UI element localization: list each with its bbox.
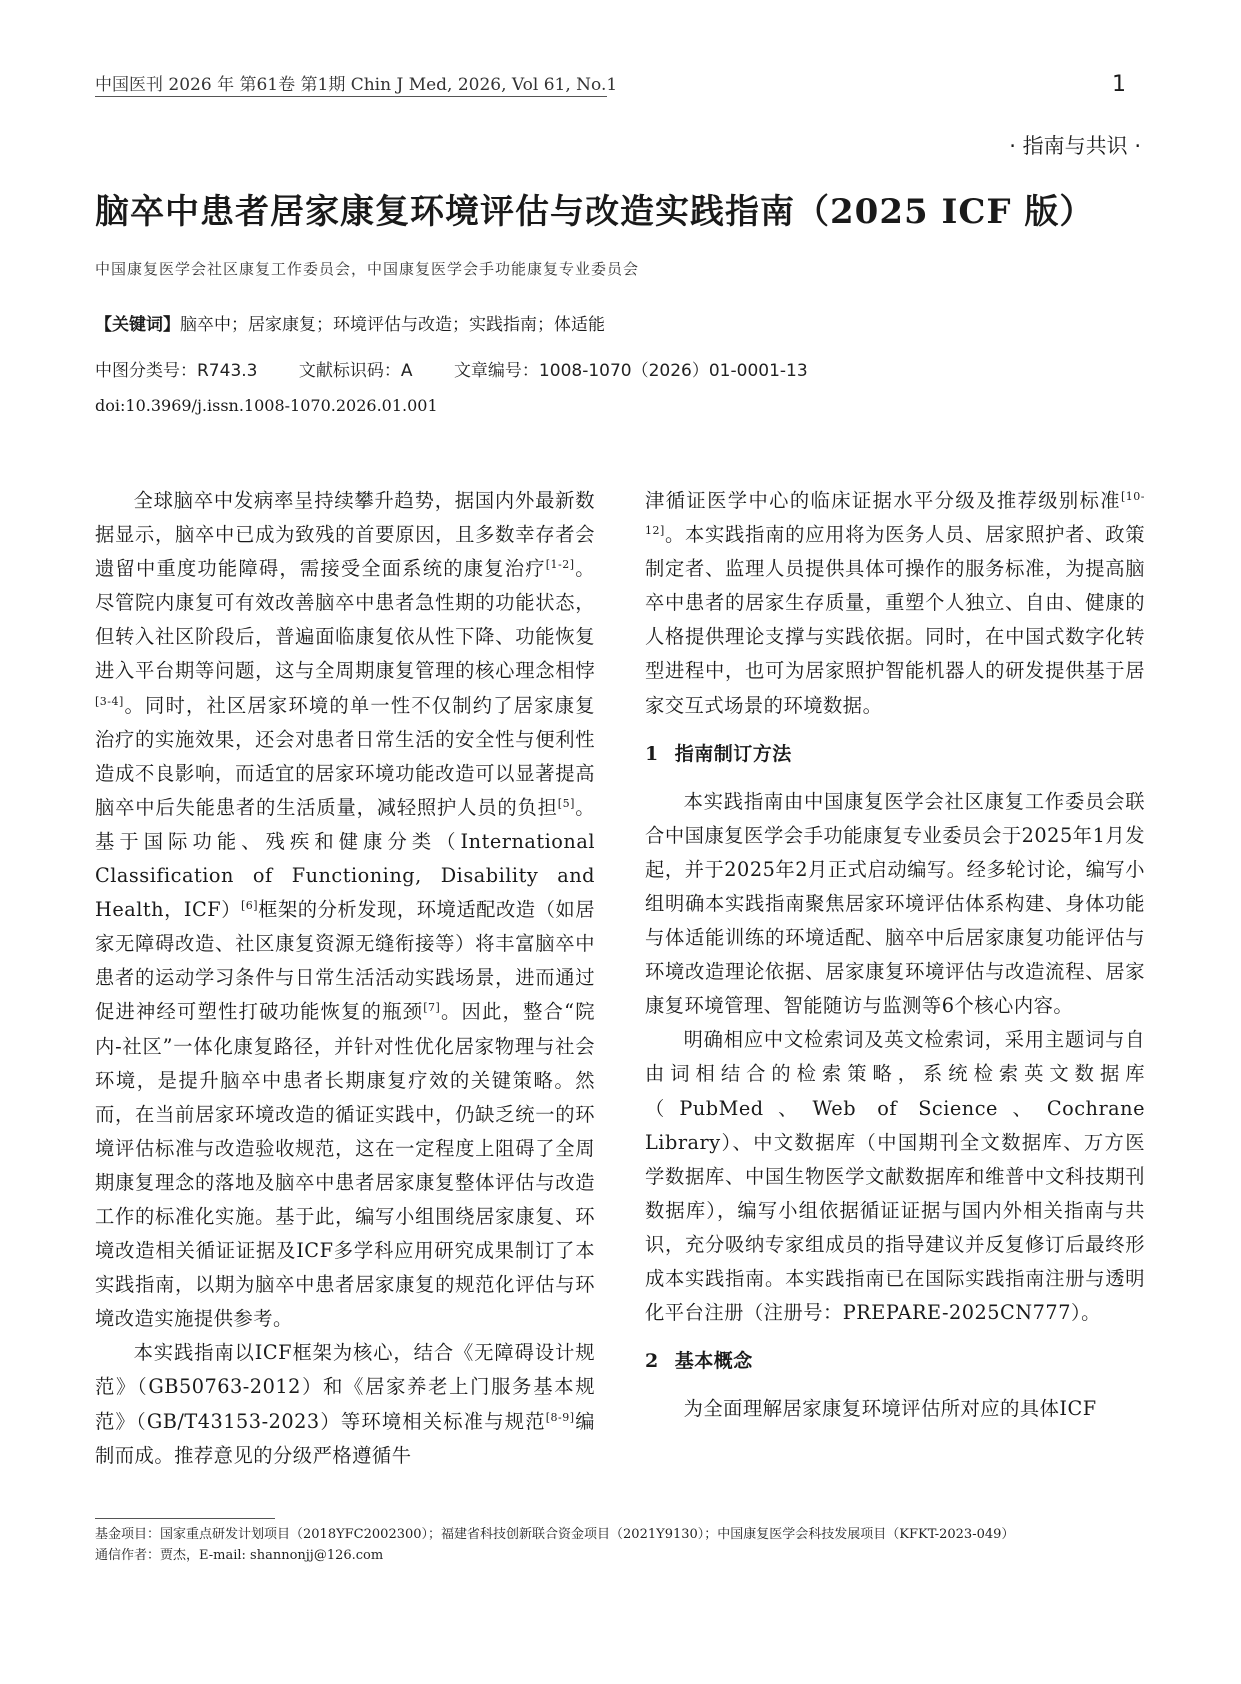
citation: [7] <box>423 1001 441 1015</box>
header-rule <box>95 96 607 97</box>
concepts-paragraph-1: 为全面理解居家康复环境评估所对应的具体ICF <box>683 1397 1097 1421</box>
citation: [1-2] <box>545 558 575 572</box>
citation: [3-4] <box>95 694 124 708</box>
section-number: 2 <box>645 1350 659 1373</box>
text-run: 。因此，整合“院内-社区”一体化康复路径，并针对性优化居家物理与社会环境，是提升脑卒中患者长期康复疗效的关键策略。然而，在当前居家环境改造的循证实践中，仍缺乏统一的环境评估标准与改造验收规范，这在一定程度上阻碍了全周期康复理念的落地及脑卒中患者居家康复整体评估与改造工作的标准化实施。基于此，编写小组围绕居家康复、环境改造相关循证证据及ICF多学科应用研究成果制订了本实践指南，以期为脑卒中患者居家康复的规范化评估与环境改造实施提供参考。 <box>95 1000 595 1331</box>
article-title: 脑卒中患者居家康复环境评估与改造实践指南（2025 ICF 版） <box>95 192 1095 232</box>
section-heading-1 <box>645 737 1145 771</box>
citation: [6] <box>241 899 259 913</box>
section-title: 基本概念 <box>674 1350 753 1373</box>
doi: doi:10.3969/j.issn.1008-1070.2026.01.001 <box>95 396 438 415</box>
keywords-label: 【关键词】 <box>95 315 180 335</box>
intro-paragraph-1 <box>95 484 595 1336</box>
citation: [8-9] <box>545 1410 575 1424</box>
footnote-rule <box>95 1518 275 1519</box>
text-run: 。基于国际功能、残疾和健康分类（International Classification of Functioning, Disability and Health，ICF） <box>95 795 596 922</box>
section-heading-2 <box>645 1344 1145 1378</box>
text-run: 。本实践指南的应用将为医务人员、居家照护者、政策制定者、监理人员提供具体可操作的服务标准，为提高脑卒中患者的居家生存质量，重塑个人独立、自由、健康的人格提供理论支撑与实践依据。同时，在中国式数字化转型进程中，也可为居家照护智能机器人的研发提供基于居家交互式场景的环境数据。 <box>645 523 1145 717</box>
methods-paragraph-2: 明确相应中文检索词及英文检索词，采用主题词与自由词相结合的检索策略，系统检索英文数据库（PubMed、Web of Science、Cochrane Library）、中文数据库（中国期刊全文数据库、万方医学数据库、中国生物医学文献数据库和维普中文科技期刊数据库），编写小组依据循证证据与国内外相关指南与共识，充分吸纳专家组成员的指导建议并反复修订后最终形成本实践指南。本实践指南已在国际实践指南注册与透明化平台注册（注册号：PREPARE-2025CN777）。 <box>645 1028 1145 1325</box>
footnotes <box>95 1524 1014 1566</box>
text-run: 全球脑卒中发病率呈持续攀升趋势，据国内外最新数据显示，脑卒中已成为致残的首要原因，且多数幸存者会遗留中重度功能障碍，需接受全面系统的康复治疗 <box>95 489 595 581</box>
text-run: 框架的分析发现，环境适配改造（如居家无障碍改造、社区康复资源无缝衔接等）将丰富脑卒中患者的运动学习条件与日常生活活动实践场景，进而通过促进神经可塑性打破功能恢复的瓶颈 <box>95 898 595 1024</box>
intro-paragraph-2 <box>95 1336 595 1472</box>
page-number: 1 <box>1112 72 1126 97</box>
text-run: 。尽管院内康复可有效改善脑卒中患者急性期的功能状态，但转入社区阶段后，普遍面临康复依从性下降、功能恢复进入平台期等问题，这与全周期康复管理的核心理念相悖 <box>95 557 596 683</box>
running-head: 中国医刊 2026 年 第61卷 第1期 Chin J Med, 2026, Vol 61, No.1 <box>95 75 618 95</box>
author-organizations: 中国康复医学会社区康复工作委员会，中国康复医学会手功能康复专业委员会 <box>95 260 640 278</box>
funding-note: 基金项目：国家重点研发计划项目（2018YFC2002300）；福建省科技创新联合资金项目（2021Y9130）；中国康复医学会科技发展项目（KFKT-2023-049） <box>95 1527 1015 1542</box>
left-column <box>95 484 595 1473</box>
section-number: 1 <box>645 742 659 765</box>
correspondence-note: 通信作者：贾杰，E-mail: shannonjj@126.com <box>95 1548 384 1563</box>
text-run: 。同时，社区居家环境的单一性不仅制约了居家康复治疗的实施效果，还会对患者日常生活的安全性与便利性造成不良影响，而适宜的居家环境功能改造可以显著提高脑卒中后失能患者的生活质量，减轻照护人员的负担 <box>95 693 595 819</box>
section-tag: · 指南与共识 · <box>1009 134 1141 158</box>
document-code: 文献标识码：A <box>298 361 413 381</box>
intro-paragraph-continued <box>645 484 1145 723</box>
clc-number: 中图分类号：R743.3 <box>95 361 258 381</box>
text-run: 本实践指南以ICF框架为核心，结合《无障碍设计规范》（GB50763-2012）和《居家养老上门服务基本规范》（GB/T43153-2023）等环境相关标准与规范 <box>95 1341 595 1433</box>
keywords-line <box>95 310 605 335</box>
text-run: 编制而成。推荐意见的分级严格遵循牛 <box>95 1409 596 1467</box>
citation: [10-12] <box>645 490 1145 538</box>
classification-line <box>95 356 844 381</box>
article-number: 文章编号：1008-1070（2026）01-0001-13 <box>453 361 808 381</box>
right-column <box>645 484 1145 1426</box>
citation: [5] <box>557 796 575 810</box>
text-run: 津循证医学中心的临床证据水平分级及推荐级别标准 <box>645 489 1121 512</box>
keywords-text: 脑卒中；居家康复；环境评估与改造；实践指南；体适能 <box>180 315 605 335</box>
section-title: 指南制订方法 <box>674 742 792 765</box>
methods-paragraph-1: 本实践指南由中国康复医学会社区康复工作委员会联合中国康复医学会手功能康复专业委员会于2025年1月发起，并于2025年2月正式启动编写。经多轮讨论，编写小组明确本实践指南聚焦居家环境评估体系构建、身体功能与体适能训练的环境适配、脑卒中后居家康复功能评估与环境改造理论依据、居家康复环境评估与改造流程、居家康复环境管理、智能随访与监测等6个核心内容。 <box>645 789 1145 1018</box>
